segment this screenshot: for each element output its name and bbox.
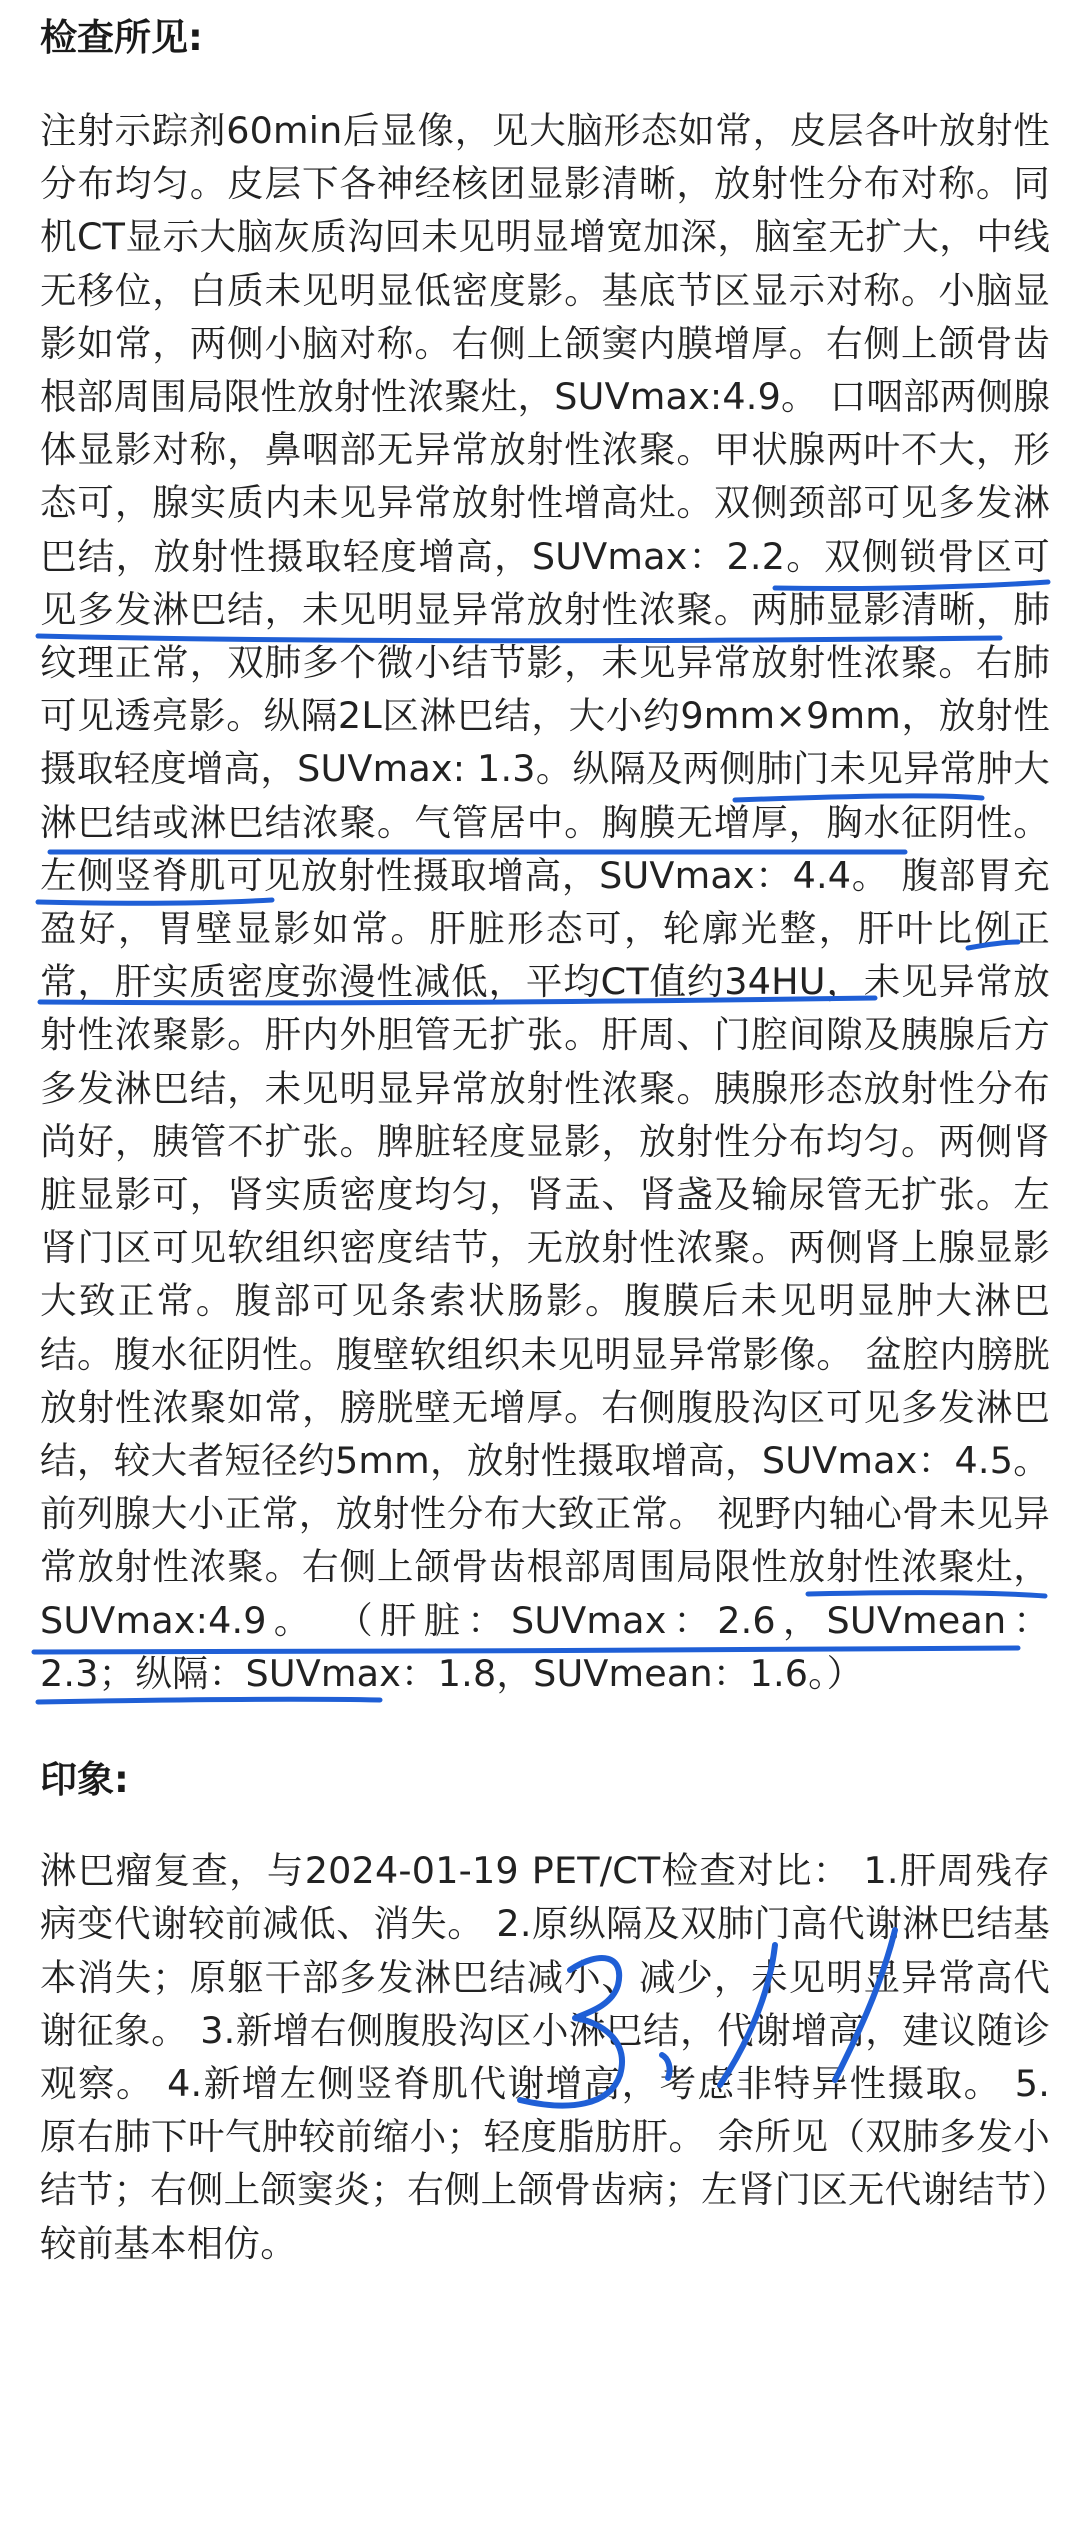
findings-segment-8: 。前列腺大小正常，放射性分布大致正常。 视野内轴心骨未见异常放射性浓聚。右侧上颌骨齿根部周围局限性放射性浓聚灶，SUVmax:4.9。 （肝脏：SUVmax：2.6，SUVmean：2.3；纵隔：SUVmax：1.8，SUVmean：1.6。） bbox=[40, 1439, 1050, 1695]
impression-heading: 印象: bbox=[40, 1758, 129, 1802]
findings-segment-5-underlined: 左侧竖脊肌可见放射性摄取增高，SUVmax：4.4。 bbox=[40, 853, 890, 897]
findings-heading: 检查所见: bbox=[40, 16, 203, 59]
findings-segment-2: 双侧锁骨区可见多发淋巴结，未见明显异常放射性浓聚。两肺显影清晰，肺纹理正常，双肺多个微小结节影，未见异常放射性浓聚。右肺可见透亮影。 bbox=[40, 534, 1050, 738]
impression-paragraph: 淋巴瘤复查，与2024-01-19 PET/CT检查对比： 1.肝周残存病变代谢较前减低、消失。 2.原纵隔及双肺门高代谢淋巴结基本消失；原躯干部多发淋巴结减小、减少，未见明显异常高代谢征象。 3.新增右侧腹股沟区小淋巴结，代谢增高，建议随诊观察。 4.新增左侧竖脊肌代谢增高，考虑非特异性摄取。 5.原右肺下叶气肿较前缩小；轻度脂肪肝。 余所见（双肺多发小结节；右侧上颌窦炎；右侧上颌骨齿病；左肾门区无代谢结节）较前基本相仿。 bbox=[40, 1849, 1050, 2265]
findings-paragraph bbox=[40, 104, 1050, 1700]
findings-segment-0: 注射示踪剂60min后显像，见大脑形态如常，皮层各叶放射性分布均匀。皮层下各神经核团显影清晰，放射性分布对称。同机CT显示大脑灰质沟回未见明显增宽加深，脑室无扩大，中线无移位，白质未见明显低密度影。基底节区显示对称。小脑显影如常，两侧小脑对称。右侧上颌窦内膜增厚。右侧上颌骨齿根部周围局限性放射性浓聚灶，SUVmax:4.9。 口咽部两侧腺体显影对称，鼻咽部无异常放射性浓聚。甲状腺两叶不大，形态可，腺实质内未见异常放射性增高灶。 bbox=[40, 109, 1050, 525]
findings-segment-4: 。纵隔及两侧肺门未见异常肿大淋巴结或淋巴结浓聚。气管居中。胸膜无增厚，胸水征阴性。 bbox=[40, 747, 1050, 844]
report-page bbox=[40, 0, 1050, 2270]
findings-segment-7-underlined: 右侧腹股沟区可见多发淋巴结，较大者短径约5mm，放射性摄取增高，SUVmax：4.5 bbox=[40, 1385, 1050, 1483]
findings-segment-1-underlined: 双侧颈部可见多发淋巴结，放射性摄取轻度增高，SUVmax：2.2。 bbox=[40, 481, 1050, 578]
findings-segment-3-underlined: 纵隔2L区淋巴结，大小约9mm×9mm，放射性摄取轻度增高，SUVmax: 1.3 bbox=[40, 694, 1050, 791]
findings-segment-6: 腹部胃充盈好，胃壁显影如常。肝脏形态可，轮廓光整，肝叶比例正常，肝实质密度弥漫性减低，平均CT值约34HU，未见异常放射性浓聚影。肝内外胆管无扩张。肝周、门腔间隙及胰腺后方多发淋巴结，未见明显异常放射性浓聚。胰腺形态放射性分布尚好，胰管不扩张。脾脏轻度显影，放射性分布均匀。两侧肾脏显影可，肾实质密度均匀，肾盂、肾盏及输尿管无扩张。左肾门区可见软组织密度结节，无放射性浓聚。两侧肾上腺显影大致正常。腹部可见条索状肠影。腹膜后未见明显肿大淋巴结。腹水征阴性。腹壁软组织未见明显异常影像。 盆腔内膀胱放射性浓聚如常，膀胱壁无增厚。 bbox=[40, 853, 1051, 1429]
